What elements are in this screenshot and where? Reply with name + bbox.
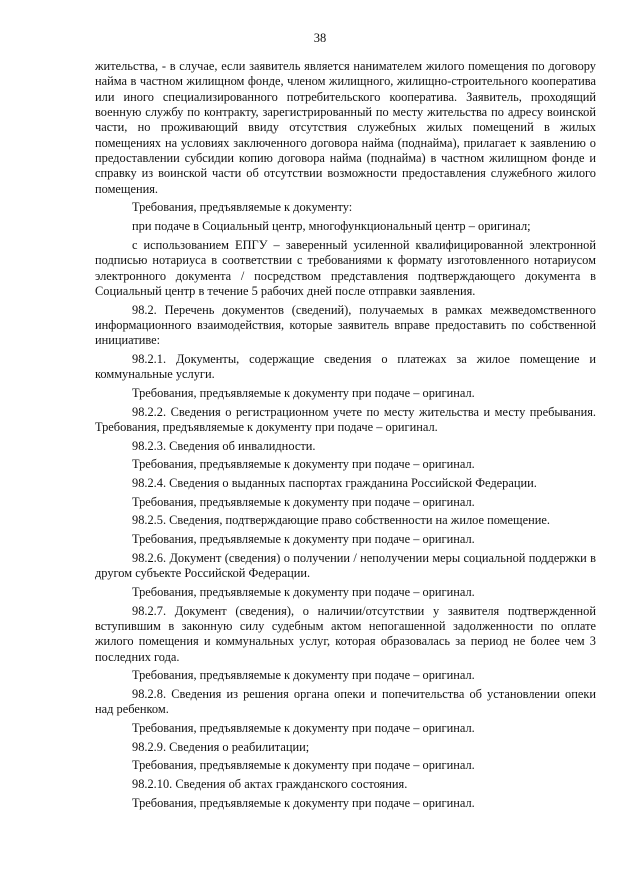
paragraph: Требования, предъявляемые к документу при подаче – оригинал. [132,457,475,472]
paragraph: Требования, предъявляемые к документу при подаче – оригинал. [132,758,475,773]
paragraph: 98.2.4. Сведения о выданных паспортах гражданина Российской Федерации. [132,476,537,491]
paragraph: 98.2.9. Сведения о реабилитации; [132,739,310,754]
paragraph: с использованием ЕПГУ – заверенный усиленной квалифицированной электронной подписью нотариуса в соответствии с требованиями к формату изготовленного нотариусом электронного документа / посредством представления подтверждающего документа в Социальный центр в течение 5 рабочих дней после отправки заявления. [95,237,596,298]
paragraph: 98.2.8. Сведения из решения органа опеки и попечительства об установлении опеки над ребенком. [95,686,596,717]
body-text [95,59,596,811]
paragraph: 98.2.7. Документ (сведения), о наличии/отсутствии у заявителя подтвержденной вступившим в законную силу судебным актом непогашенной задолженности по оплате жилого помещения и коммунальных услуг, которая образовалась за период не более чем 3 последних года. [95,603,596,664]
page-number: 38 [313,31,327,45]
paragraph: 98.2.2. Сведения о регистрационном учете по месту жительства и месту пребывания. Требования, предъявляемые к документу при подаче – оригинал. [95,404,596,434]
paragraph: 98.2.10. Сведения об актах гражданского состояния. [132,777,408,791]
paragraph: Требования, предъявляемые к документу при подаче – оригинал. [132,795,475,810]
paragraph: Требования, предъявляемые к документу при подаче – оригинал. [132,668,475,683]
paragraph: Требования, предъявляемые к документу при подаче – оригинал. [132,385,475,400]
paragraph: 98.2.1. Документы, содержащие сведения о платежах за жилое помещение и коммунальные услуги. [95,351,596,382]
paragraph: Требования, предъявляемые к документу: [132,200,353,215]
paragraph: Требования, предъявляемые к документу при подаче – оригинал. [132,494,475,509]
paragraph: 98.2. Перечень документов (сведений), получаемых в рамках межведомственного информационного взаимодействия, которые заявитель вправе предоставить по собственной инициативе: [95,302,596,348]
paragraph: Требования, предъявляемые к документу при подаче – оригинал. [132,584,475,599]
paragraph: Требования, предъявляемые к документу при подаче – оригинал. [132,720,475,735]
paragraph: 98.2.3. Сведения об инвалидности. [132,438,316,453]
paragraph: жительства, - в случае, если заявитель является нанимателем жилого помещения по договору найма в частном жилищном фонде, членом жилищного, жилищно-строительного кооператива или иного специализированного потребительского кооператива. Заявитель, проходящий военную службу по контракту, зарегистрированный по месту жительства по адресу воинской части, но проживающий ввиду отсутствия служебных жилых помещений в жилых помещениях на условиях заключенного договора найма (поднайма), прилагает к заявлению о предоставлении субсидии копию договора найма (поднайма) в частном жилищном фонде и справку из воинской части об отсутствии возможности предоставления служебного жилого помещения. [95,59,596,196]
paragraph: при подаче в Социальный центр, многофункциональный центр – оригинал; [132,219,531,234]
paragraph: Требования, предъявляемые к документу при подаче – оригинал. [132,532,475,547]
paragraph: 98.2.5. Сведения, подтверждающие право собственности на жилое помещение. [132,513,550,528]
paragraph: 98.2.6. Документ (сведения) о получении / неполучении меры социальной поддержки в другом субъекте Российской Федерации. [95,550,596,581]
